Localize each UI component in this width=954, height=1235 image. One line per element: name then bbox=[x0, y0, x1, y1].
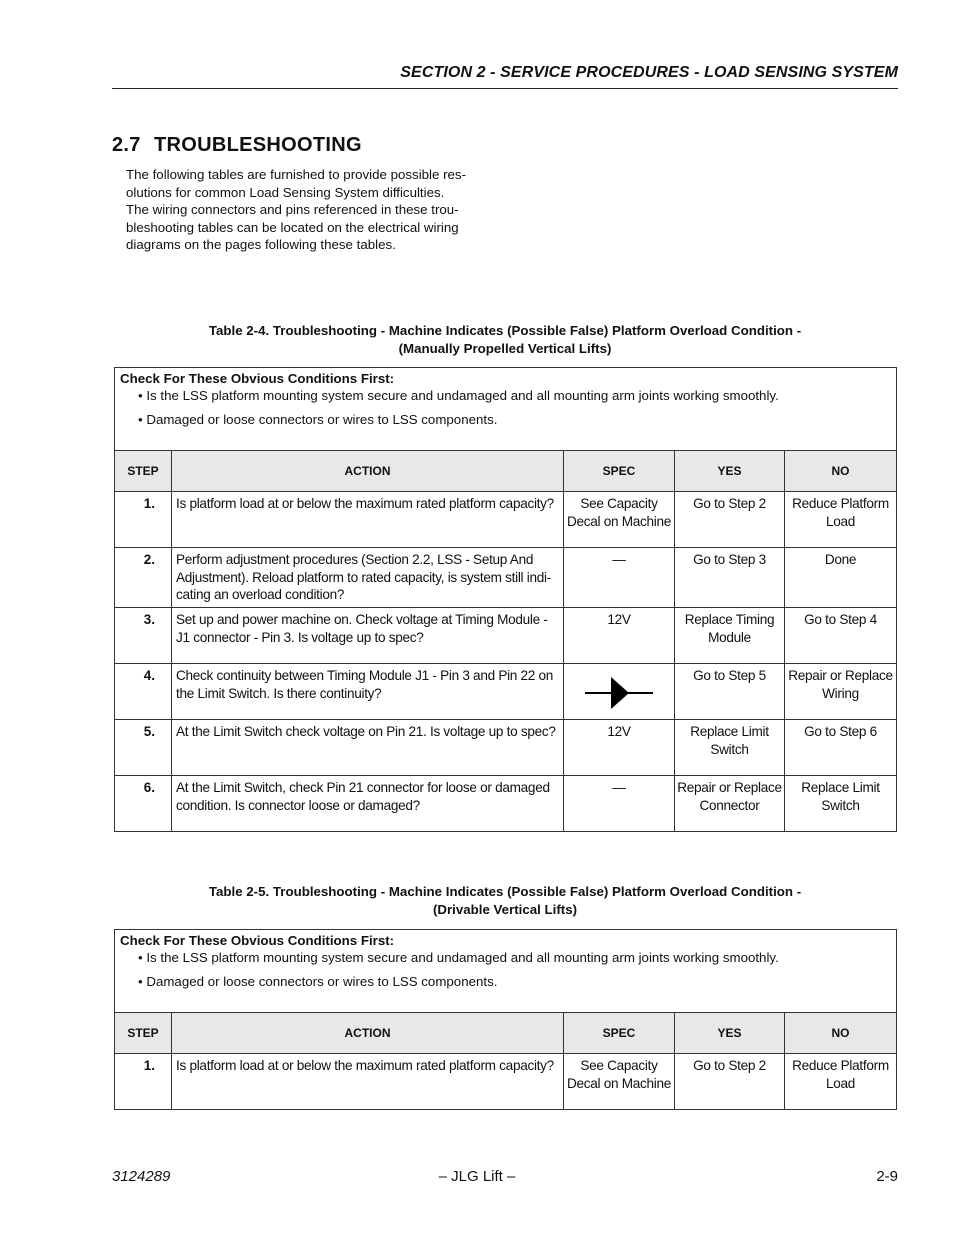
no-cell: Repair or Replace Wiring bbox=[785, 664, 897, 720]
table-caption bbox=[112, 322, 898, 357]
no-cell: Done bbox=[785, 548, 897, 608]
intro-line: diagrams on the pages following these tables. bbox=[126, 237, 396, 252]
intro-line: olutions for common Load Sensing System difficulties. bbox=[126, 184, 445, 200]
column-header-action: ACTION bbox=[172, 451, 564, 492]
table-caption bbox=[112, 883, 898, 918]
spec-cell: See Capacity Decal on Machine bbox=[564, 492, 675, 548]
table-header-row bbox=[115, 1013, 897, 1054]
section-title-text: TROUBLESHOOTING bbox=[154, 134, 362, 156]
column-header-step: STEP bbox=[115, 451, 172, 492]
precheck-item: • Is the LSS platform mounting system secure and undamaged and all mounting arm joints working smoothly. bbox=[138, 950, 779, 965]
yes-cell: Go to Step 2 bbox=[675, 1054, 785, 1110]
yes-cell: Go to Step 5 bbox=[675, 664, 785, 720]
column-header-spec: SPEC bbox=[564, 1013, 675, 1054]
yes-cell: Go to Step 3 bbox=[675, 548, 785, 608]
yes-cell: Go to Step 2 bbox=[675, 492, 785, 548]
column-header-yes: YES bbox=[675, 451, 785, 492]
step-cell: 5. bbox=[115, 720, 172, 776]
action-cell: Check continuity between Timing Module J1 - Pin 3 and Pin 22 on the Limit Switch. Is there continuity? bbox=[172, 664, 564, 720]
spec-cell: — bbox=[564, 776, 675, 832]
precheck-item: • Damaged or loose connectors or wires to LSS components. bbox=[138, 974, 498, 989]
table-row bbox=[115, 608, 897, 664]
intro-line: bleshooting tables can be located on the electrical wiring bbox=[126, 219, 459, 235]
table-row bbox=[115, 548, 897, 608]
step-cell: 2. bbox=[115, 548, 172, 608]
table-caption-line2: (Drivable Vertical Lifts) bbox=[432, 901, 578, 917]
column-header-step: STEP bbox=[115, 1013, 172, 1054]
continuity-symbol-icon bbox=[583, 675, 655, 711]
table-row bbox=[115, 720, 897, 776]
table-header-row bbox=[115, 451, 897, 492]
section-title bbox=[112, 134, 362, 157]
section-number: 2.7 bbox=[112, 134, 141, 156]
step-cell: 6. bbox=[115, 776, 172, 832]
header-rule bbox=[112, 88, 898, 89]
no-cell: Go to Step 4 bbox=[785, 608, 897, 664]
action-cell: At the Limit Switch check voltage on Pin 21. Is voltage up to spec? bbox=[172, 720, 564, 776]
step-cell: 3. bbox=[115, 608, 172, 664]
table-row bbox=[115, 776, 897, 832]
spec-cell bbox=[564, 664, 675, 720]
table-row bbox=[115, 492, 897, 548]
spec-cell: — bbox=[564, 548, 675, 608]
no-cell: Reduce Platform Load bbox=[785, 492, 897, 548]
spec-cell: See Capacity Decal on Machine bbox=[564, 1054, 675, 1110]
table-caption-line1: Table 2-4. Troubleshooting - Machine Indicates (Possible False) Platform Overload Condition - bbox=[208, 323, 802, 338]
column-header-yes: YES bbox=[675, 1013, 785, 1054]
footer-doc-number: 3124289 bbox=[112, 1168, 171, 1185]
footer-brand: – JLG Lift – bbox=[438, 1168, 516, 1185]
precheck-title: Check For These Obvious Conditions First: bbox=[120, 371, 395, 386]
step-cell: 1. bbox=[115, 1054, 172, 1110]
step-cell: 1. bbox=[115, 492, 172, 548]
precheck-cell bbox=[115, 930, 897, 1013]
no-cell: Replace Limit Switch bbox=[785, 776, 897, 832]
yes-cell: Repair or Replace Connector bbox=[675, 776, 785, 832]
no-cell: Reduce Platform Load bbox=[785, 1054, 897, 1110]
spec-cell: 12V bbox=[564, 720, 675, 776]
section-header: SECTION 2 - SERVICE PROCEDURES - LOAD SENSING SYSTEM bbox=[400, 64, 898, 81]
table-caption-line2: (Manually Propelled Vertical Lifts) bbox=[398, 340, 612, 356]
yes-cell: Replace Limit Switch bbox=[675, 720, 785, 776]
no-cell: Go to Step 6 bbox=[785, 720, 897, 776]
yes-cell: Replace Timing Module bbox=[675, 608, 785, 664]
step-cell: 4. bbox=[115, 664, 172, 720]
action-cell: Is platform load at or below the maximum rated platform capacity? bbox=[172, 1054, 564, 1110]
precheck-item: • Damaged or loose connectors or wires to LSS components. bbox=[138, 412, 498, 427]
footer-page-number: 2-9 bbox=[876, 1168, 898, 1185]
column-header-no: NO bbox=[785, 451, 897, 492]
table-row bbox=[115, 664, 897, 720]
precheck-item: • Is the LSS platform mounting system secure and undamaged and all mounting arm joints working smoothly. bbox=[138, 388, 779, 403]
spec-cell: 12V bbox=[564, 608, 675, 664]
column-header-no: NO bbox=[785, 1013, 897, 1054]
action-cell: At the Limit Switch, check Pin 21 connector for loose or damaged condition. Is connector loose or damaged? bbox=[172, 776, 564, 832]
intro-line: The wiring connectors and pins referenced in these trou- bbox=[126, 202, 459, 217]
action-cell: Perform adjustment procedures (Section 2.2, LSS - Setup And Adjustment). Reload platform to rated capacity, is system still indi-cating an overload condition? bbox=[172, 548, 564, 608]
precheck-title: Check For These Obvious Conditions First: bbox=[120, 933, 395, 948]
table-caption-line1: Table 2-5. Troubleshooting - Machine Indicates (Possible False) Platform Overload Condition - bbox=[208, 884, 802, 899]
column-header-spec: SPEC bbox=[564, 451, 675, 492]
action-cell: Is platform load at or below the maximum rated platform capacity? bbox=[172, 492, 564, 548]
intro-paragraph bbox=[126, 166, 490, 254]
precheck-cell bbox=[115, 368, 897, 451]
troubleshooting-table-2-4 bbox=[114, 367, 897, 832]
intro-line: The following tables are furnished to provide possible res- bbox=[126, 167, 466, 182]
table-row bbox=[115, 1054, 897, 1110]
troubleshooting-table-2-5 bbox=[114, 929, 897, 1110]
column-header-action: ACTION bbox=[172, 1013, 564, 1054]
action-cell: Set up and power machine on. Check voltage at Timing Module - J1 connector - Pin 3. Is voltage up to spec? bbox=[172, 608, 564, 664]
